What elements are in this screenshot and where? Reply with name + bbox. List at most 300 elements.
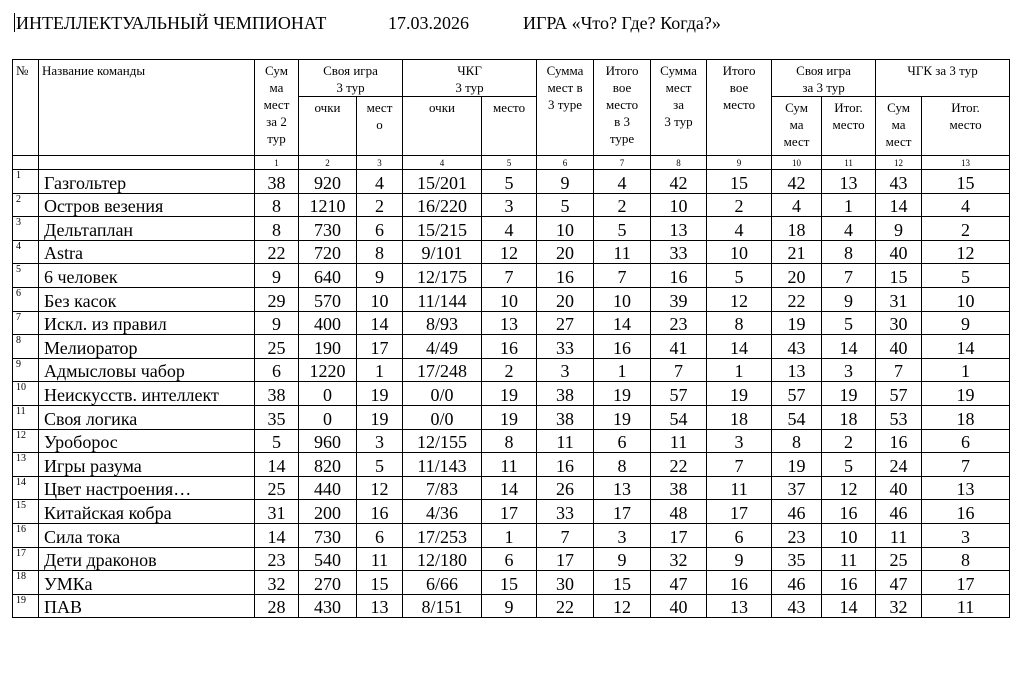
col-number: 2 <box>299 156 357 170</box>
table-cell: 2 <box>707 193 772 217</box>
table-cell: 6 <box>357 523 403 547</box>
table-cell: 1 <box>594 358 651 382</box>
table-cell: 37 <box>772 476 822 500</box>
table-cell: 1 <box>482 523 537 547</box>
table-cell: 20 <box>537 287 594 311</box>
table-cell: 30 <box>537 571 594 595</box>
table-cell: 41 <box>651 335 707 359</box>
table-cell: 9 <box>707 547 772 571</box>
text-cursor <box>14 13 15 32</box>
table-cell: 11 <box>922 594 1010 618</box>
table-cell: 6 <box>357 217 403 241</box>
table-cell: 16 <box>537 264 594 288</box>
col-itog-mesto-header: Итого вое место <box>707 60 772 156</box>
table-cell: 21 <box>772 240 822 264</box>
table-cell: 33 <box>537 335 594 359</box>
row-number: 9 <box>13 358 39 382</box>
table-row <box>13 547 1010 571</box>
table-cell: 0/0 <box>403 382 482 406</box>
row-number: 13 <box>13 453 39 477</box>
table-cell: 11 <box>482 453 537 477</box>
table-cell: 14 <box>357 311 403 335</box>
table-cell: 3 <box>357 429 403 453</box>
table-cell: 10 <box>357 287 403 311</box>
team-name: ПАВ <box>39 594 255 618</box>
col-si3-header: Своя игра 3 тур <box>299 60 403 97</box>
table-cell: 11 <box>707 476 772 500</box>
table-cell: 16 <box>537 453 594 477</box>
col-number: 8 <box>651 156 707 170</box>
col-number: 11 <box>822 156 876 170</box>
table-cell: 14 <box>922 335 1010 359</box>
table-row <box>13 594 1010 618</box>
table-cell: 8 <box>772 429 822 453</box>
table-cell: 0 <box>299 405 357 429</box>
table-cell: 43 <box>876 170 922 194</box>
table-cell: 23 <box>255 547 299 571</box>
table-cell: 13 <box>594 476 651 500</box>
table-cell: 14 <box>594 311 651 335</box>
row-number: 15 <box>13 500 39 524</box>
team-name: Остров везения <box>39 193 255 217</box>
table-cell: 32 <box>255 571 299 595</box>
table-cell: 18 <box>822 405 876 429</box>
table-cell: 39 <box>651 287 707 311</box>
table-cell: 2 <box>922 217 1010 241</box>
table-cell: 14 <box>707 335 772 359</box>
row-number: 5 <box>13 264 39 288</box>
table-cell: 9/101 <box>403 240 482 264</box>
table-cell: 14 <box>482 476 537 500</box>
team-name: Искл. из правил <box>39 311 255 335</box>
table-cell: 19 <box>357 382 403 406</box>
table-row <box>13 453 1010 477</box>
table-cell: 2 <box>822 429 876 453</box>
results-table <box>12 59 1010 618</box>
document-title <box>14 13 721 37</box>
table-cell: 1 <box>357 358 403 382</box>
table-cell: 38 <box>537 382 594 406</box>
table-cell: 3 <box>822 358 876 382</box>
table-cell: 14 <box>255 453 299 477</box>
table-cell: 18 <box>922 405 1010 429</box>
table-cell: 4/36 <box>403 500 482 524</box>
col-number: 1 <box>255 156 299 170</box>
row-number: 8 <box>13 335 39 359</box>
table-cell: 48 <box>651 500 707 524</box>
table-cell: 26 <box>537 476 594 500</box>
team-name: Адмысловы чабор <box>39 358 255 382</box>
table-cell: 10 <box>922 287 1010 311</box>
table-row <box>13 287 1010 311</box>
table-cell: 14 <box>255 523 299 547</box>
sub-chgk-summa-mest: Сум ма мест <box>876 97 922 156</box>
table-cell: 19 <box>357 405 403 429</box>
table-cell: 42 <box>772 170 822 194</box>
table-cell: 8/151 <box>403 594 482 618</box>
table-cell: 4 <box>482 217 537 241</box>
table-cell: 19 <box>822 382 876 406</box>
table-cell: 40 <box>876 476 922 500</box>
table-cell: 5 <box>922 264 1010 288</box>
table-cell: 2 <box>594 193 651 217</box>
table-cell: 17 <box>922 571 1010 595</box>
table-cell: 2 <box>482 358 537 382</box>
team-name: Своя логика <box>39 405 255 429</box>
table-row <box>13 335 1010 359</box>
table-row <box>13 405 1010 429</box>
table-cell: 15 <box>922 170 1010 194</box>
col-number: 12 <box>876 156 922 170</box>
table-cell: 10 <box>822 523 876 547</box>
table-cell: 730 <box>299 217 357 241</box>
table-cell: 31 <box>255 500 299 524</box>
table-row <box>13 217 1010 241</box>
table-cell: 16 <box>876 429 922 453</box>
table-cell: 57 <box>651 382 707 406</box>
table-cell: 4/49 <box>403 335 482 359</box>
table-cell: 16/220 <box>403 193 482 217</box>
col-number: 6 <box>537 156 594 170</box>
table-cell: 19 <box>772 311 822 335</box>
row-number: 10 <box>13 382 39 406</box>
table-cell: 14 <box>822 594 876 618</box>
table-cell: 35 <box>255 405 299 429</box>
table-cell: 10 <box>537 217 594 241</box>
table-cell: 4 <box>594 170 651 194</box>
table-row <box>13 240 1010 264</box>
header-row-main <box>13 60 1010 97</box>
table-cell: 430 <box>299 594 357 618</box>
table-cell: 7/83 <box>403 476 482 500</box>
table-cell: 8/93 <box>403 311 482 335</box>
sub-chkg-mesto: место <box>482 97 537 156</box>
table-cell: 19 <box>922 382 1010 406</box>
table-cell: 4 <box>772 193 822 217</box>
table-cell: 53 <box>876 405 922 429</box>
table-cell: 7 <box>594 264 651 288</box>
table-row <box>13 170 1010 194</box>
table-cell: 16 <box>357 500 403 524</box>
team-name: Без касок <box>39 287 255 311</box>
table-row <box>13 571 1010 595</box>
table-cell: 15/215 <box>403 217 482 241</box>
table-cell: 11 <box>651 429 707 453</box>
table-cell: 38 <box>537 405 594 429</box>
table-cell: 7 <box>876 358 922 382</box>
table-cell: 16 <box>822 500 876 524</box>
col-team-header: Название команды <box>39 60 255 156</box>
table-cell: 25 <box>255 335 299 359</box>
col-itog-3-header: Итого вое место в 3 туре <box>594 60 651 156</box>
table-cell: 12 <box>594 594 651 618</box>
row-number: 2 <box>13 193 39 217</box>
table-cell: 17 <box>482 500 537 524</box>
table-cell: 0 <box>299 382 357 406</box>
sub-chgk-itog: Итог. место <box>922 97 1010 156</box>
row-number: 7 <box>13 311 39 335</box>
row-number: 19 <box>13 594 39 618</box>
column-number-row <box>13 156 1010 170</box>
table-cell: 1 <box>922 358 1010 382</box>
table-cell: 43 <box>772 594 822 618</box>
col-number: 9 <box>707 156 772 170</box>
table-cell: 19 <box>594 382 651 406</box>
sub-si-itog: Итог. место <box>822 97 876 156</box>
col-summa-mest-za3-header: Сумма мест за 3 тур <box>651 60 707 156</box>
event-date: 17.03.2026 <box>388 13 469 33</box>
table-cell: 17 <box>594 500 651 524</box>
table-cell: 13 <box>922 476 1010 500</box>
table-cell: 8 <box>482 429 537 453</box>
table-cell: 7 <box>537 523 594 547</box>
row-number: 17 <box>13 547 39 571</box>
table-cell: 400 <box>299 311 357 335</box>
table-cell: 6 <box>482 547 537 571</box>
table-cell: 5 <box>537 193 594 217</box>
table-cell: 16 <box>482 335 537 359</box>
table-cell: 22 <box>651 453 707 477</box>
table-cell: 4 <box>357 170 403 194</box>
row-number: 1 <box>13 170 39 194</box>
row-number: 4 <box>13 240 39 264</box>
table-cell: 1210 <box>299 193 357 217</box>
table-cell: 47 <box>876 571 922 595</box>
table-cell: 11/144 <box>403 287 482 311</box>
table-cell: 10 <box>482 287 537 311</box>
table-cell: 12 <box>707 287 772 311</box>
sub-si-summa-mest: Сум ма мест <box>772 97 822 156</box>
table-cell: 3 <box>482 193 537 217</box>
table-cell: 11/143 <box>403 453 482 477</box>
col-chkg-header: ЧКГ 3 тур <box>403 60 537 97</box>
table-cell: 27 <box>537 311 594 335</box>
table-cell: 4 <box>922 193 1010 217</box>
table-cell: 11 <box>357 547 403 571</box>
table-cell: 47 <box>651 571 707 595</box>
team-name: Игры разума <box>39 453 255 477</box>
table-cell: 1 <box>822 193 876 217</box>
table-cell: 2 <box>357 193 403 217</box>
sub-chkg-ochki: очки <box>403 97 482 156</box>
table-cell: 5 <box>707 264 772 288</box>
team-name: Неискусств. интеллект <box>39 382 255 406</box>
table-row <box>13 476 1010 500</box>
team-name: Цвет настроения… <box>39 476 255 500</box>
table-cell: 1 <box>707 358 772 382</box>
table-cell: 57 <box>876 382 922 406</box>
row-number: 16 <box>13 523 39 547</box>
team-name: Дети драконов <box>39 547 255 571</box>
table-cell: 5 <box>822 453 876 477</box>
table-cell: 20 <box>772 264 822 288</box>
table-cell: 5 <box>594 217 651 241</box>
table-cell: 3 <box>537 358 594 382</box>
table-cell: 13 <box>357 594 403 618</box>
event-title: ИНТЕЛЛЕКТУАЛЬНЫЙ ЧЕМПИОНАТ <box>16 13 327 33</box>
table-cell: 13 <box>651 217 707 241</box>
table-cell: 12 <box>922 240 1010 264</box>
table-cell: 570 <box>299 287 357 311</box>
table-cell: 15 <box>876 264 922 288</box>
table-cell: 13 <box>822 170 876 194</box>
table-cell: 440 <box>299 476 357 500</box>
table-cell: 960 <box>299 429 357 453</box>
table-cell: 6 <box>594 429 651 453</box>
table-cell: 38 <box>255 170 299 194</box>
table-cell: 10 <box>594 287 651 311</box>
table-cell: 46 <box>772 500 822 524</box>
table-cell: 20 <box>537 240 594 264</box>
table-cell: 5 <box>482 170 537 194</box>
table-cell: 42 <box>651 170 707 194</box>
table-cell: 19 <box>594 405 651 429</box>
table-cell: 0/0 <box>403 405 482 429</box>
table-cell: 14 <box>822 335 876 359</box>
table-cell: 8 <box>707 311 772 335</box>
table-cell: 15/201 <box>403 170 482 194</box>
table-cell: 17/248 <box>403 358 482 382</box>
table-cell: 8 <box>594 453 651 477</box>
table-cell: 11 <box>537 429 594 453</box>
col-number: 7 <box>594 156 651 170</box>
team-name: УМКа <box>39 571 255 595</box>
table-cell: 8 <box>357 240 403 264</box>
col-sum2-header: Сум ма мест за 2 тур <box>255 60 299 156</box>
table-cell: 15 <box>482 571 537 595</box>
col-chgk-za3-header: ЧГК за 3 тур <box>876 60 1010 97</box>
table-row <box>13 358 1010 382</box>
table-cell: 8 <box>822 240 876 264</box>
table-cell: 3 <box>707 429 772 453</box>
table-cell: 9 <box>822 287 876 311</box>
table-cell: 5 <box>255 429 299 453</box>
table-cell: 15 <box>594 571 651 595</box>
table-cell: 7 <box>707 453 772 477</box>
table-cell: 11 <box>822 547 876 571</box>
team-name: Уроборос <box>39 429 255 453</box>
table-cell: 5 <box>357 453 403 477</box>
row-number: 6 <box>13 287 39 311</box>
table-cell: 22 <box>537 594 594 618</box>
team-name: Astra <box>39 240 255 264</box>
table-cell: 24 <box>876 453 922 477</box>
table-cell: 270 <box>299 571 357 595</box>
table-row <box>13 193 1010 217</box>
table-cell: 16 <box>922 500 1010 524</box>
table-cell: 19 <box>707 382 772 406</box>
table-cell: 10 <box>707 240 772 264</box>
table-cell: 30 <box>876 311 922 335</box>
table-cell: 17 <box>651 523 707 547</box>
table-cell: 6 <box>707 523 772 547</box>
table-cell: 12/155 <box>403 429 482 453</box>
row-number: 12 <box>13 429 39 453</box>
table-cell: 16 <box>651 264 707 288</box>
table-row <box>13 264 1010 288</box>
table-cell: 43 <box>772 335 822 359</box>
table-cell: 31 <box>876 287 922 311</box>
row-number: 14 <box>13 476 39 500</box>
table-cell: 40 <box>876 240 922 264</box>
table-cell: 22 <box>255 240 299 264</box>
table-row <box>13 311 1010 335</box>
table-cell: 820 <box>299 453 357 477</box>
table-row <box>13 523 1010 547</box>
table-cell: 29 <box>255 287 299 311</box>
table-cell: 9 <box>594 547 651 571</box>
table-cell: 12 <box>357 476 403 500</box>
table-cell: 25 <box>255 476 299 500</box>
table-cell: 12 <box>822 476 876 500</box>
table-cell: 16 <box>594 335 651 359</box>
table-cell: 18 <box>707 405 772 429</box>
table-cell: 4 <box>707 217 772 241</box>
table-cell: 25 <box>876 547 922 571</box>
col-number-blank <box>13 156 39 170</box>
table-cell: 23 <box>651 311 707 335</box>
game-title: ИГРА «Что? Где? Когда?» <box>523 13 721 33</box>
table-cell: 7 <box>822 264 876 288</box>
table-cell: 18 <box>772 217 822 241</box>
table-cell: 7 <box>482 264 537 288</box>
sub-si-ochki: очки <box>299 97 357 156</box>
table-cell: 12 <box>482 240 537 264</box>
table-cell: 9 <box>876 217 922 241</box>
table-cell: 540 <box>299 547 357 571</box>
table-cell: 15 <box>357 571 403 595</box>
table-row <box>13 382 1010 406</box>
table-cell: 57 <box>772 382 822 406</box>
table-cell: 54 <box>651 405 707 429</box>
col-summa-mest-3-header: Сумма мест в 3 туре <box>537 60 594 156</box>
table-cell: 200 <box>299 500 357 524</box>
table-cell: 10 <box>651 193 707 217</box>
team-name: 6 человек <box>39 264 255 288</box>
table-cell: 16 <box>822 571 876 595</box>
row-number: 18 <box>13 571 39 595</box>
table-cell: 190 <box>299 335 357 359</box>
table-cell: 9 <box>357 264 403 288</box>
col-si-za3-header: Своя игра за 3 тур <box>772 60 876 97</box>
table-cell: 9 <box>255 264 299 288</box>
table-cell: 38 <box>651 476 707 500</box>
table-cell: 11 <box>876 523 922 547</box>
table-cell: 40 <box>651 594 707 618</box>
sub-si-mesto: мест о <box>357 97 403 156</box>
table-cell: 35 <box>772 547 822 571</box>
table-cell: 13 <box>482 311 537 335</box>
table-cell: 8 <box>255 217 299 241</box>
team-name: Сила тока <box>39 523 255 547</box>
table-cell: 4 <box>822 217 876 241</box>
table-cell: 38 <box>255 382 299 406</box>
table-cell: 40 <box>876 335 922 359</box>
table-cell: 9 <box>255 311 299 335</box>
team-name: Газгольтер <box>39 170 255 194</box>
table-cell: 46 <box>876 500 922 524</box>
col-number: 5 <box>482 156 537 170</box>
table-cell: 8 <box>255 193 299 217</box>
table-cell: 12/180 <box>403 547 482 571</box>
table-cell: 1220 <box>299 358 357 382</box>
col-no-header: № <box>13 60 39 156</box>
team-name: Китайская кобра <box>39 500 255 524</box>
table-cell: 54 <box>772 405 822 429</box>
row-number: 11 <box>13 405 39 429</box>
table-cell: 19 <box>482 405 537 429</box>
table-cell: 17/253 <box>403 523 482 547</box>
